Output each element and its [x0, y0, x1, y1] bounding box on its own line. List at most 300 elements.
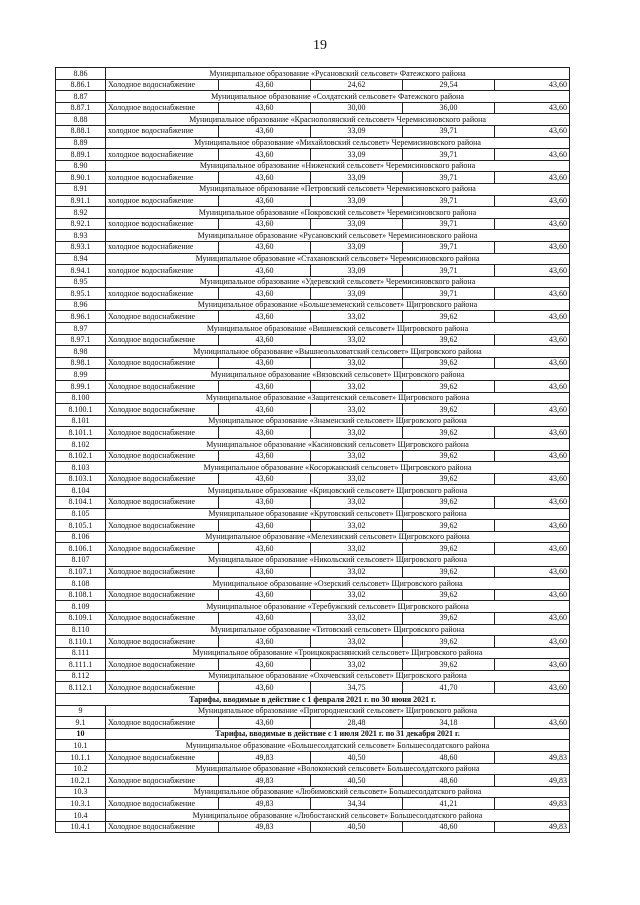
- row-number-cell: 8.109.1: [56, 612, 106, 624]
- tariff-value-cell: 43,60: [219, 717, 311, 729]
- row-number-cell: 8.103: [56, 462, 106, 474]
- row-number-cell: 10.2: [56, 763, 106, 775]
- row-number-cell: 10: [56, 728, 106, 740]
- municipality-name-cell: Муниципальное образование «Петровский сельсовет» Черемисиновского района: [106, 183, 570, 195]
- tariff-value-cell: 29,54: [403, 79, 495, 91]
- tariff-value-cell: 39,62: [403, 566, 495, 578]
- tariff-value-cell: 39,62: [403, 427, 495, 439]
- tariff-row: [56, 682, 570, 694]
- municipality-row: [56, 299, 570, 311]
- tariff-value-cell: 49,83: [495, 752, 570, 764]
- tariff-row: [56, 450, 570, 462]
- service-name-cell: холодное водоснабжение: [106, 241, 219, 253]
- tariff-value-cell: 39,71: [403, 172, 495, 184]
- municipality-name-cell: Муниципальное образование «Вишневский сельсовет» Щигровского района: [106, 323, 570, 335]
- municipality-name-cell: Муниципальное образование «Крицовский сельсовет» Щигровского района: [106, 485, 570, 497]
- tariff-value-cell: 39,71: [403, 125, 495, 137]
- tariff-table-body: [56, 68, 570, 833]
- municipality-row: [56, 554, 570, 566]
- row-number-cell: 8.108: [56, 578, 106, 590]
- tariff-value-cell: 49,83: [219, 752, 311, 764]
- tariff-value-cell: 33,02: [311, 543, 403, 555]
- service-name-cell: холодное водоснабжение: [106, 195, 219, 207]
- tariff-value-cell: 49,83: [495, 775, 570, 787]
- tariff-value-cell: 39,62: [403, 404, 495, 416]
- row-number-cell: 8.92.1: [56, 218, 106, 230]
- municipality-name-cell: Муниципальное образование «Большеземенский сельсовет» Щигровского района: [106, 299, 570, 311]
- tariff-row: [56, 520, 570, 532]
- municipality-row: [56, 392, 570, 404]
- tariff-value-cell: 34,75: [311, 682, 403, 694]
- tariff-value-cell: 43,60: [219, 334, 311, 346]
- row-number-cell: 8.96: [56, 299, 106, 311]
- service-name-cell: Холодное водоснабжение: [106, 520, 219, 532]
- section-title-cell: Тарифы, вводимые в действие с 1 февраля 2021 г. по 30 июня 2021 г.: [56, 694, 570, 706]
- tariff-value-cell: 43,60: [495, 241, 570, 253]
- tariff-value-cell: 43,60: [495, 404, 570, 416]
- municipality-name-cell: Муниципальное образование «Краснополянский сельсовет» Черемисиновского района: [106, 114, 570, 126]
- municipality-name-cell: Муниципальное образование «Троицкокраснянский сельсовет» Щигровского района: [106, 647, 570, 659]
- tariff-value-cell: 49,83: [219, 775, 311, 787]
- municipality-name-cell: Муниципальное образование «Русановский сельсовет» Фатежского района: [106, 68, 570, 80]
- row-number-cell: 8.100.1: [56, 404, 106, 416]
- tariff-value-cell: 33,09: [311, 149, 403, 161]
- tariff-row: [56, 334, 570, 346]
- row-number-cell: 8.101: [56, 415, 106, 427]
- row-number-cell: 8.88: [56, 114, 106, 126]
- tariff-value-cell: 33,02: [311, 450, 403, 462]
- row-number-cell: 8.111.1: [56, 659, 106, 671]
- row-number-cell: 8.97.1: [56, 334, 106, 346]
- municipality-row: [56, 91, 570, 103]
- tariff-row: [56, 612, 570, 624]
- tariff-value-cell: 39,71: [403, 149, 495, 161]
- municipality-name-cell: Муниципальное образование «Ниженский сельсовет» Черемисиновского района: [106, 160, 570, 172]
- row-number-cell: 8.95.1: [56, 288, 106, 300]
- tariff-value-cell: 39,71: [403, 265, 495, 277]
- tariff-value-cell: 24,62: [311, 79, 403, 91]
- tariff-value-cell: 49,83: [219, 821, 311, 833]
- municipality-name-cell: Муниципальное образование «Титовский сельсовет» Щигровского района: [106, 624, 570, 636]
- service-name-cell: Холодное водоснабжение: [106, 612, 219, 624]
- row-number-cell: 8.94: [56, 253, 106, 265]
- service-name-cell: Холодное водоснабжение: [106, 473, 219, 485]
- service-name-cell: Холодное водоснабжение: [106, 102, 219, 114]
- tariff-value-cell: 43,60: [219, 589, 311, 601]
- tariff-value-cell: 43,60: [219, 543, 311, 555]
- row-number-cell: 8.105.1: [56, 520, 106, 532]
- tariff-value-cell: 39,62: [403, 636, 495, 648]
- tariff-row: [56, 265, 570, 277]
- municipality-name-cell: Муниципальное образование «Озерский сельсовет» Щигровского района: [106, 578, 570, 590]
- municipality-name-cell: Муниципальное образование «Вязовский сельсовет» Щигровского района: [106, 369, 570, 381]
- tariff-value-cell: 43,60: [495, 450, 570, 462]
- service-name-cell: холодное водоснабжение: [106, 172, 219, 184]
- tariff-value-cell: 30,00: [311, 102, 403, 114]
- tariff-value-cell: 33,02: [311, 612, 403, 624]
- row-number-cell: 8.97: [56, 323, 106, 335]
- tariff-value-cell: 33,02: [311, 404, 403, 416]
- tariff-value-cell: 33,02: [311, 357, 403, 369]
- tariff-row: [56, 381, 570, 393]
- row-number-cell: 8.92: [56, 207, 106, 219]
- row-number-cell: 8.105: [56, 508, 106, 520]
- municipality-name-cell: Муниципальное образование «Стахановский сельсовет» Черемисиновского района: [106, 253, 570, 265]
- row-number-cell: 8.102: [56, 439, 106, 451]
- tariff-value-cell: 43,60: [219, 125, 311, 137]
- municipality-row: [56, 253, 570, 265]
- row-number-cell: 8.89.1: [56, 149, 106, 161]
- tariff-value-cell: 43,60: [219, 218, 311, 230]
- tariff-value-cell: 43,60: [495, 218, 570, 230]
- municipality-row: [56, 439, 570, 451]
- municipality-row: [56, 230, 570, 242]
- tariff-row: [56, 311, 570, 323]
- row-number-cell: 10.3.1: [56, 798, 106, 810]
- tariff-value-cell: 43,60: [219, 404, 311, 416]
- tariff-value-cell: 43,60: [495, 195, 570, 207]
- tariff-value-cell: 36,00: [403, 102, 495, 114]
- tariff-value-cell: 33,02: [311, 520, 403, 532]
- section-header-row: [56, 694, 570, 706]
- tariff-value-cell: 43,60: [219, 241, 311, 253]
- tariff-value-cell: 43,60: [219, 172, 311, 184]
- service-name-cell: Холодное водоснабжение: [106, 775, 219, 787]
- service-name-cell: Холодное водоснабжение: [106, 636, 219, 648]
- tariff-value-cell: 33,02: [311, 566, 403, 578]
- tariff-value-cell: 40,50: [311, 821, 403, 833]
- municipality-row: [56, 647, 570, 659]
- service-name-cell: Холодное водоснабжение: [106, 79, 219, 91]
- tariff-value-cell: 39,62: [403, 450, 495, 462]
- tariff-value-cell: 33,02: [311, 334, 403, 346]
- tariff-value-cell: 33,02: [311, 311, 403, 323]
- service-name-cell: Холодное водоснабжение: [106, 752, 219, 764]
- service-name-cell: Холодное водоснабжение: [106, 717, 219, 729]
- municipality-row: [56, 763, 570, 775]
- service-name-cell: Холодное водоснабжение: [106, 589, 219, 601]
- row-number-cell: 8.91: [56, 183, 106, 195]
- service-name-cell: Холодное водоснабжение: [106, 566, 219, 578]
- row-number-cell: 8.107: [56, 554, 106, 566]
- tariff-value-cell: 43,60: [219, 149, 311, 161]
- municipality-name-cell: Муниципальное образование «Удеревский сельсовет» Черемисиновского района: [106, 276, 570, 288]
- service-name-cell: Холодное водоснабжение: [106, 381, 219, 393]
- tariff-value-cell: 39,62: [403, 496, 495, 508]
- municipality-row: [56, 624, 570, 636]
- tariff-value-cell: 33,09: [311, 241, 403, 253]
- service-name-cell: холодное водоснабжение: [106, 288, 219, 300]
- service-name-cell: Холодное водоснабжение: [106, 821, 219, 833]
- tariff-value-cell: 33,02: [311, 589, 403, 601]
- tariff-row: [56, 589, 570, 601]
- tariff-row: [56, 427, 570, 439]
- service-name-cell: холодное водоснабжение: [106, 125, 219, 137]
- municipality-name-cell: Муниципальное образование «Мелехинский сельсовет» Щигровского района: [106, 531, 570, 543]
- tariff-value-cell: 43,60: [495, 149, 570, 161]
- tariff-row: [56, 404, 570, 416]
- service-name-cell: Холодное водоснабжение: [106, 798, 219, 810]
- tariff-value-cell: 43,60: [219, 79, 311, 91]
- tariff-value-cell: 48,60: [403, 775, 495, 787]
- service-name-cell: холодное водоснабжение: [106, 265, 219, 277]
- tariff-value-cell: 49,83: [219, 798, 311, 810]
- municipality-name-cell: Муниципальное образование «Покровский сельсовет» Черемисиновского района: [106, 207, 570, 219]
- tariff-value-cell: 43,60: [495, 288, 570, 300]
- municipality-row: [56, 276, 570, 288]
- tariff-value-cell: 43,60: [219, 612, 311, 624]
- row-number-cell: 9.1: [56, 717, 106, 729]
- tariff-value-cell: 43,60: [495, 172, 570, 184]
- tariff-value-cell: 43,60: [219, 450, 311, 462]
- tariff-value-cell: 43,60: [495, 381, 570, 393]
- row-number-cell: 8.108.1: [56, 589, 106, 601]
- tariff-value-cell: 33,02: [311, 636, 403, 648]
- tariff-value-cell: 40,50: [311, 775, 403, 787]
- tariff-value-cell: 43,60: [219, 682, 311, 694]
- municipality-row: [56, 137, 570, 149]
- tariff-value-cell: 43,60: [495, 102, 570, 114]
- row-number-cell: 8.98.1: [56, 357, 106, 369]
- municipality-name-cell: Муниципальное образование «Вышнеольховатский сельсовет» Щигровского района: [106, 346, 570, 358]
- page-number: 19: [313, 38, 327, 53]
- tariff-value-cell: 43,60: [495, 636, 570, 648]
- tariff-value-cell: 49,83: [495, 798, 570, 810]
- row-number-cell: 8.99.1: [56, 381, 106, 393]
- tariff-value-cell: 43,60: [495, 717, 570, 729]
- row-number-cell: 10.2.1: [56, 775, 106, 787]
- row-number-cell: 8.106: [56, 531, 106, 543]
- tariff-row: [56, 288, 570, 300]
- tariff-value-cell: 33,09: [311, 218, 403, 230]
- municipality-name-cell: Муниципальное образование «Теребужский сельсовет» Щигровского района: [106, 601, 570, 613]
- row-number-cell: 8.104.1: [56, 496, 106, 508]
- tariff-value-cell: 43,60: [219, 102, 311, 114]
- row-number-cell: 8.90: [56, 160, 106, 172]
- row-number-cell: 8.93.1: [56, 241, 106, 253]
- tariff-value-cell: 39,62: [403, 659, 495, 671]
- section-header-row: [56, 728, 570, 740]
- tariff-value-cell: 34,34: [311, 798, 403, 810]
- tariff-value-cell: 43,60: [495, 473, 570, 485]
- tariff-value-cell: 33,09: [311, 195, 403, 207]
- municipality-row: [56, 705, 570, 717]
- tariff-value-cell: 43,60: [495, 311, 570, 323]
- tariff-row: [56, 496, 570, 508]
- municipality-name-cell: Муниципальное образование «Большесолдатский сельсовет» Большесолдатского района: [106, 740, 570, 752]
- tariff-row: [56, 798, 570, 810]
- row-number-cell: 8.110.1: [56, 636, 106, 648]
- municipality-name-cell: Муниципальное образование «Знаменский сельсовет» Щигровского района: [106, 415, 570, 427]
- tariff-value-cell: 48,60: [403, 752, 495, 764]
- tariff-value-cell: 43,60: [219, 659, 311, 671]
- tariff-value-cell: 39,62: [403, 334, 495, 346]
- tariff-row: [56, 473, 570, 485]
- tariff-value-cell: 33,09: [311, 288, 403, 300]
- municipality-name-cell: Муниципальное образование «Касиновский сельсовет» Щигровского района: [106, 439, 570, 451]
- row-number-cell: 10.1: [56, 740, 106, 752]
- section-title-cell: Тарифы, вводимые в действие с 1 июля 2021 г. по 31 декабря 2021 г.: [106, 728, 570, 740]
- row-number-cell: 8.110: [56, 624, 106, 636]
- tariff-value-cell: 43,60: [219, 496, 311, 508]
- row-number-cell: 8.99: [56, 369, 106, 381]
- tariff-value-cell: 43,60: [219, 427, 311, 439]
- row-number-cell: 8.112.1: [56, 682, 106, 694]
- tariff-value-cell: 43,60: [495, 543, 570, 555]
- row-number-cell: 8.102.1: [56, 450, 106, 462]
- tariff-value-cell: 39,62: [403, 543, 495, 555]
- service-name-cell: Холодное водоснабжение: [106, 427, 219, 439]
- tariff-value-cell: 43,60: [495, 566, 570, 578]
- tariff-value-cell: 33,09: [311, 265, 403, 277]
- row-number-cell: 8.94.1: [56, 265, 106, 277]
- tariff-value-cell: 41,21: [403, 798, 495, 810]
- tariff-value-cell: 43,60: [495, 79, 570, 91]
- municipality-row: [56, 462, 570, 474]
- municipality-name-cell: Муниципальное образование «Волоконский сельсовет» Большесолдатского района: [106, 763, 570, 775]
- row-number-cell: 8.112: [56, 670, 106, 682]
- municipality-name-cell: Муниципальное образование «Пригородненский сельсовет» Щигровского района: [106, 705, 570, 717]
- row-number-cell: 8.91.1: [56, 195, 106, 207]
- tariff-row: [56, 102, 570, 114]
- row-number-cell: 8.89: [56, 137, 106, 149]
- service-name-cell: Холодное водоснабжение: [106, 404, 219, 416]
- row-number-cell: 8.106.1: [56, 543, 106, 555]
- tariff-row: [56, 79, 570, 91]
- municipality-name-cell: Муниципальное образование «Никольский сельсовет» Щигровского района: [106, 554, 570, 566]
- row-number-cell: 8.93: [56, 230, 106, 242]
- tariff-row: [56, 636, 570, 648]
- municipality-row: [56, 346, 570, 358]
- tariff-row: [56, 125, 570, 137]
- municipality-row: [56, 670, 570, 682]
- service-name-cell: Холодное водоснабжение: [106, 450, 219, 462]
- tariff-value-cell: 39,62: [403, 589, 495, 601]
- tariff-value-cell: 43,60: [495, 659, 570, 671]
- tariff-value-cell: 33,02: [311, 659, 403, 671]
- tariff-value-cell: 33,09: [311, 172, 403, 184]
- municipality-row: [56, 114, 570, 126]
- row-number-cell: 8.101.1: [56, 427, 106, 439]
- municipality-row: [56, 485, 570, 497]
- municipality-row: [56, 207, 570, 219]
- tariff-value-cell: 43,60: [495, 612, 570, 624]
- tariff-value-cell: 39,71: [403, 195, 495, 207]
- municipality-row: [56, 740, 570, 752]
- service-name-cell: Холодное водоснабжение: [106, 659, 219, 671]
- tariff-row: [56, 659, 570, 671]
- municipality-row: [56, 786, 570, 798]
- tariff-value-cell: 39,62: [403, 520, 495, 532]
- municipality-row: [56, 508, 570, 520]
- service-name-cell: Холодное водоснабжение: [106, 311, 219, 323]
- tariff-value-cell: 39,71: [403, 288, 495, 300]
- tariff-row: [56, 357, 570, 369]
- tariff-value-cell: 39,62: [403, 311, 495, 323]
- municipality-row: [56, 810, 570, 822]
- tariff-value-cell: 33,02: [311, 381, 403, 393]
- row-number-cell: 9: [56, 705, 106, 717]
- municipality-row: [56, 183, 570, 195]
- row-number-cell: 10.3: [56, 786, 106, 798]
- municipality-row: [56, 531, 570, 543]
- tariff-value-cell: 40,50: [311, 752, 403, 764]
- tariff-value-cell: 43,60: [219, 520, 311, 532]
- municipality-name-cell: Муниципальное образование «Крутовский сельсовет» Щигровского района: [106, 508, 570, 520]
- tariff-value-cell: 48,60: [403, 821, 495, 833]
- service-name-cell: Холодное водоснабжение: [106, 357, 219, 369]
- row-number-cell: 8.86.1: [56, 79, 106, 91]
- municipality-row: [56, 323, 570, 335]
- municipality-row: [56, 160, 570, 172]
- row-number-cell: 8.107.1: [56, 566, 106, 578]
- municipality-row: [56, 601, 570, 613]
- tariff-value-cell: 43,60: [495, 496, 570, 508]
- service-name-cell: холодное водоснабжение: [106, 149, 219, 161]
- tariff-row: [56, 172, 570, 184]
- tariff-value-cell: 43,60: [219, 636, 311, 648]
- service-name-cell: Холодное водоснабжение: [106, 682, 219, 694]
- row-number-cell: 8.104: [56, 485, 106, 497]
- row-number-cell: 8.87.1: [56, 102, 106, 114]
- tariff-value-cell: 43,60: [495, 125, 570, 137]
- municipality-name-cell: Муниципальное образование «Защитенский сельсовет» Щигровского района: [106, 392, 570, 404]
- tariff-row: [56, 195, 570, 207]
- municipality-name-cell: Муниципальное образование «Любимовский сельсовет» Большесолдатского района: [106, 786, 570, 798]
- tariff-value-cell: 43,60: [495, 265, 570, 277]
- municipality-row: [56, 68, 570, 80]
- row-number-cell: 8.103.1: [56, 473, 106, 485]
- row-number-cell: 8.90.1: [56, 172, 106, 184]
- municipality-row: [56, 369, 570, 381]
- row-number-cell: 8.111: [56, 647, 106, 659]
- municipality-name-cell: Муниципальное образование «Михайловский сельсовет» Черемисиновского района: [106, 137, 570, 149]
- tariff-row: [56, 218, 570, 230]
- row-number-cell: 10.4.1: [56, 821, 106, 833]
- tariff-value-cell: 43,60: [219, 311, 311, 323]
- tariff-value-cell: 39,62: [403, 612, 495, 624]
- tariff-value-cell: 43,60: [219, 357, 311, 369]
- row-number-cell: 8.100: [56, 392, 106, 404]
- service-name-cell: холодное водоснабжение: [106, 218, 219, 230]
- tariff-value-cell: 43,60: [495, 589, 570, 601]
- row-number-cell: 8.88.1: [56, 125, 106, 137]
- tariff-value-cell: 43,60: [495, 520, 570, 532]
- tariff-value-cell: 33,02: [311, 473, 403, 485]
- row-number-cell: 8.95: [56, 276, 106, 288]
- tariff-row: [56, 566, 570, 578]
- tariff-value-cell: 43,60: [219, 195, 311, 207]
- tariff-value-cell: 33,02: [311, 496, 403, 508]
- tariff-row: [56, 752, 570, 764]
- tariff-value-cell: 43,60: [495, 682, 570, 694]
- row-number-cell: 10.1.1: [56, 752, 106, 764]
- tariff-value-cell: 28,48: [311, 717, 403, 729]
- tariff-value-cell: 39,71: [403, 241, 495, 253]
- tariff-value-cell: 43,60: [219, 265, 311, 277]
- service-name-cell: Холодное водоснабжение: [106, 334, 219, 346]
- service-name-cell: Холодное водоснабжение: [106, 496, 219, 508]
- municipality-row: [56, 415, 570, 427]
- tariff-value-cell: 33,09: [311, 125, 403, 137]
- row-number-cell: 8.86: [56, 68, 106, 80]
- tariff-value-cell: 43,60: [219, 566, 311, 578]
- tariff-value-cell: 34,18: [403, 717, 495, 729]
- tariff-row: [56, 775, 570, 787]
- municipality-name-cell: Муниципальное образование «Косоржанский сельсовет» Щигровского района: [106, 462, 570, 474]
- tariff-value-cell: 39,71: [403, 218, 495, 230]
- tariff-value-cell: 43,60: [495, 427, 570, 439]
